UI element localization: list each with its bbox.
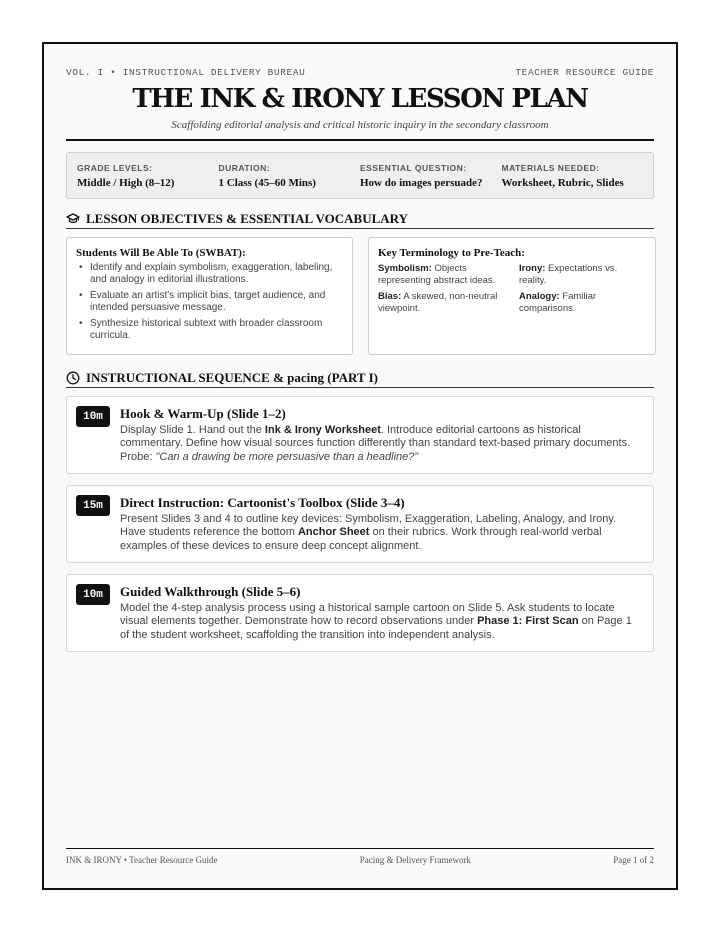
- sequence-step: [66, 574, 654, 652]
- swbat-box: [66, 237, 353, 355]
- term-name: Symbolism:: [378, 263, 432, 274]
- title-divider: [66, 139, 654, 141]
- lesson-info-bar: [66, 152, 654, 199]
- masthead-left: VOL. I • INSTRUCTIONAL DELIVERY BUREAU: [66, 67, 306, 78]
- term-definition: Familiar comparisons.: [519, 291, 597, 314]
- info-essential-question: [360, 153, 502, 198]
- term-name: Bias:: [378, 291, 402, 302]
- time-badge: 10m: [76, 406, 110, 427]
- term-definition: Expectations vs. reality.: [519, 263, 618, 286]
- masthead-bar: [66, 67, 654, 78]
- terminology-grid: [378, 263, 646, 314]
- time-badge: 10m: [76, 584, 110, 605]
- info-value: How do images persuade?: [360, 177, 483, 189]
- term-name: Analogy:: [519, 291, 560, 302]
- info-grade-levels: [77, 153, 219, 198]
- step-title: Direct Instruction: Cartoonist's Toolbox (Slide 3–4): [120, 495, 405, 510]
- term-name: Irony:: [519, 263, 546, 274]
- graduation-cap-icon: [66, 213, 80, 225]
- page-title: THE INK & IRONY LESSON PLAN: [132, 84, 588, 114]
- term-item: [378, 291, 505, 314]
- term-item: [519, 291, 646, 314]
- info-label: DURATION:: [218, 163, 271, 173]
- terminology-title: Key Terminology to Pre-Teach:: [378, 247, 525, 259]
- clock-icon: [66, 371, 80, 385]
- step-description: Model the 4-step analysis process using a historical sample cartoon on Slide 5. Ask students to locate visual elements together. Demonstrate how to record observations under Phase 1: First Scan on Page 1 of the student worksheet, scaffolding the transition into independent analysis.: [120, 602, 632, 641]
- swbat-title: Students Will Be Able To (SWBAT):: [76, 247, 246, 259]
- lesson-plan-page: [42, 42, 678, 890]
- sequence-section-heading: [66, 368, 654, 388]
- footer-left: INK & IRONY • Teacher Resource Guide: [66, 855, 218, 865]
- step-description: Present Slides 3 and 4 to outline key devices: Symbolism, Exaggeration, Labeling, Analogy, and Irony. Have students reference the bottom Anchor Sheet on their rubrics. Work through real-world verbal examples of these devices to ensure deep concept alignment.: [120, 513, 617, 552]
- page-footer: [66, 848, 654, 865]
- info-materials: [502, 153, 644, 198]
- term-definition: A skewed, non-neutral viewpoint.: [378, 291, 498, 314]
- info-label: MATERIALS NEEDED:: [501, 163, 600, 173]
- sequence-step: [66, 396, 654, 474]
- page-number: Page 1 of 2: [613, 855, 654, 865]
- time-badge: 15m: [76, 495, 110, 516]
- terminology-box: [368, 237, 656, 355]
- step-title: Hook & Warm-Up (Slide 1–2): [120, 406, 286, 421]
- info-value: Worksheet, Rubric, Slides: [501, 177, 624, 189]
- page-content: [66, 44, 654, 888]
- info-label: GRADE LEVELS:: [77, 163, 153, 173]
- footer-center: Pacing & Delivery Framework: [359, 855, 471, 865]
- list-item: • Evaluate an artist's implicit bias, target audience, and intended persuasive message.: [76, 290, 343, 315]
- objectives-section-heading: [66, 209, 654, 229]
- section-title: LESSON OBJECTIVES & ESSENTIAL VOCABULARY: [86, 210, 408, 226]
- list-item: • Synthesize historical subtext with broader classroom curricula.: [76, 318, 343, 343]
- info-value: 1 Class (45–60 Mins): [218, 177, 316, 189]
- sequence-step: [66, 485, 654, 563]
- masthead-right: TEACHER RESOURCE GUIDE: [515, 67, 654, 78]
- info-label: ESSENTIAL QUESTION:: [360, 163, 467, 173]
- step-description: Display Slide 1. Hand out the Ink & Irony Worksheet. Introduce editorial cartoons as historical commentary. Define how visual sources function differently than standard text-based primary documents. Probe: "Can a drawing be more persuasive than a headline?": [120, 424, 631, 463]
- term-definition: Objects representing abstract ideas.: [378, 263, 496, 286]
- list-item: • Identify and explain symbolism, exaggeration, labeling, and analogy in editorial illustrations.: [76, 262, 343, 287]
- info-duration: [219, 153, 361, 198]
- term-item: [378, 263, 505, 286]
- step-title: Guided Walkthrough (Slide 5–6): [120, 584, 301, 599]
- swbat-list: [76, 262, 343, 342]
- section-title: INSTRUCTIONAL SEQUENCE & pacing (PART I): [86, 369, 378, 385]
- term-item: [519, 263, 646, 286]
- info-value: Middle / High (8–12): [77, 177, 175, 189]
- page-subtitle: Scaffolding editorial analysis and critical historic inquiry in the secondary classroom: [171, 119, 549, 131]
